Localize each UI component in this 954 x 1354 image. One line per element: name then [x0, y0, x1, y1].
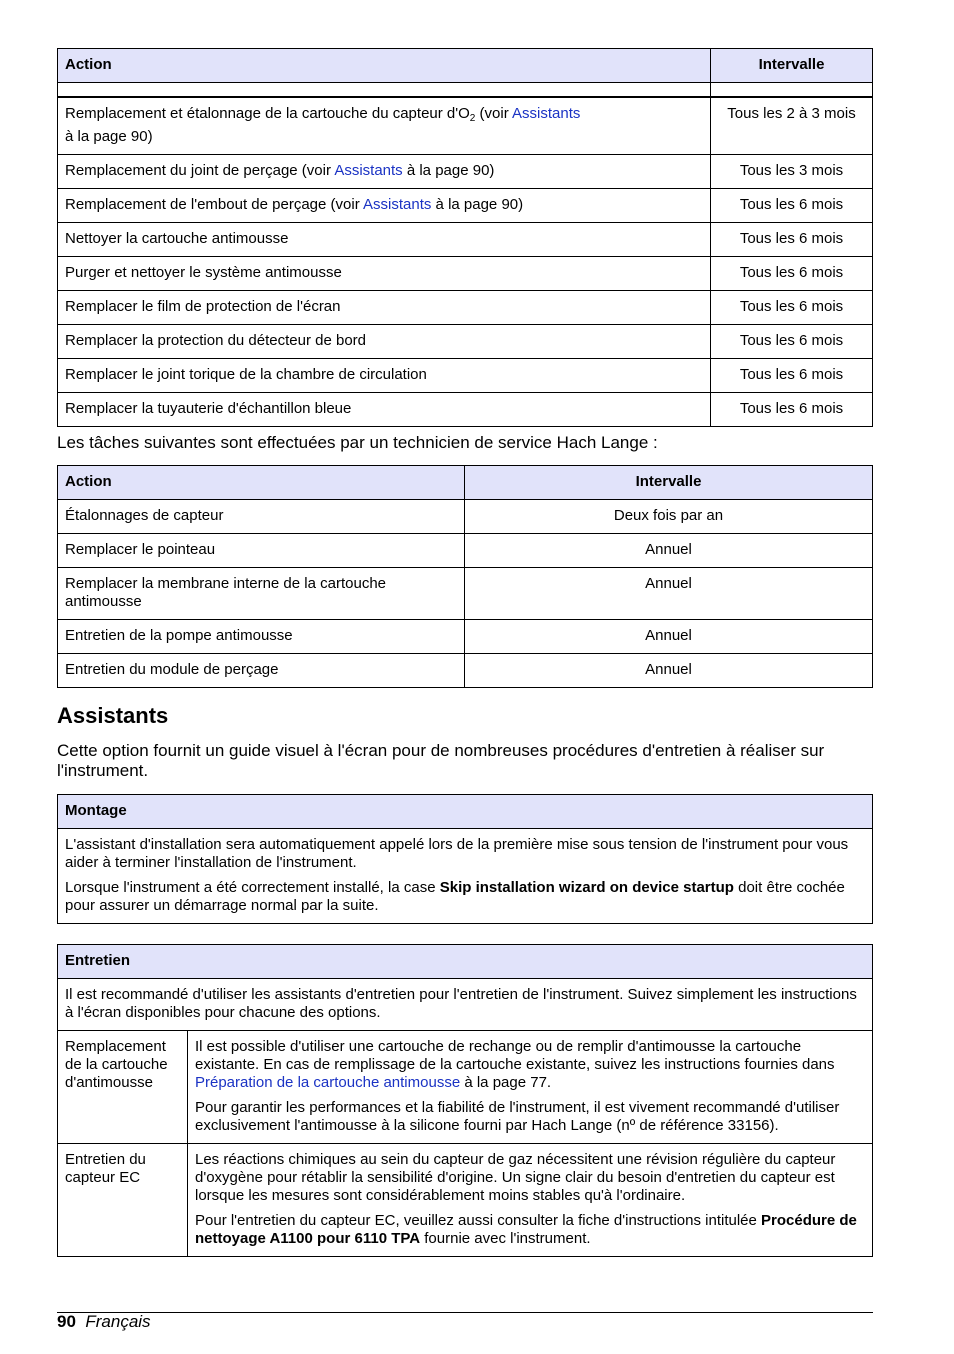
footer-rule — [57, 1312, 873, 1313]
table-row — [58, 324, 873, 358]
header-action: Action — [58, 466, 465, 500]
interval-cell: Tous les 6 mois — [711, 188, 873, 222]
page-footer — [57, 1312, 151, 1332]
action-text: à la page 90) — [402, 161, 495, 179]
table-row — [58, 1031, 873, 1144]
action-cell: Remplacer le film de protection de l'écran — [58, 290, 711, 324]
table-row — [58, 979, 873, 1031]
header-intervalle: Intervalle — [465, 466, 873, 500]
interval-cell: Annuel — [465, 654, 873, 688]
assistants-link[interactable]: Assistants — [363, 195, 432, 213]
service-intro-text: Les tâches suivantes sont effectuées par un technicien de service Hach Lange : — [57, 433, 658, 452]
page-number: 90 — [57, 1312, 76, 1331]
table-row — [58, 154, 873, 188]
table-row — [58, 568, 873, 620]
option-label-cell: Remplacement de la cartouche d'antimousse — [58, 1031, 188, 1144]
interval-cell: Tous les 6 mois — [711, 324, 873, 358]
action-cell: Remplacer le pointeau — [58, 534, 465, 568]
header-action: Action — [58, 49, 711, 83]
table-row — [58, 654, 873, 688]
section-description: Cette option fournit un guide visuel à l'écran pour de nombreuses procédures d'entretien à réaliser sur l'instrument. — [57, 741, 825, 780]
text: fournie avec l'instrument. — [420, 1230, 591, 1247]
montage-paragraph: L'assistant d'installation sera automatiquement appelé lors de la première mise sous tension de l'instrument pour vous aider à terminer l'installation de l'instrument. — [65, 836, 849, 871]
action-cell: Nettoyer la cartouche antimousse — [58, 222, 711, 256]
description-paragraph: Pour garantir les performances et la fiabilité de l'instrument, il est vivement recommandé d'utiliser exclusivement l'antimousse à la silicone fourni par Hach Lange (nº de référence 33156). — [195, 1099, 840, 1134]
maintenance-schedule-table — [57, 48, 873, 427]
service-schedule-table — [57, 465, 873, 688]
description-paragraph — [195, 1038, 865, 1092]
interval-cell: Tous les 6 mois — [711, 256, 873, 290]
footer-language: Français — [85, 1312, 151, 1331]
text: à la page 77. — [460, 1074, 552, 1091]
montage-cell — [58, 829, 873, 924]
action-text: Remplacement de l'embout de perçage (voir — [65, 195, 364, 213]
table-row — [58, 500, 873, 534]
interval-cell: Tous les 6 mois — [711, 358, 873, 392]
action-cell: Remplacer le joint torique de la chambre de circulation — [58, 358, 711, 392]
table-row — [58, 188, 873, 222]
table-row — [58, 222, 873, 256]
interval-cell: Tous les 3 mois — [711, 154, 873, 188]
table-header-row — [58, 466, 873, 500]
description-paragraph: Les réactions chimiques au sein du capteur de gaz nécessitent une révision régulière du capteur d'oxygène pour rétablir la sensibilité d'origine. Un signe clair du besoin d'entretien du capteur est lorsque les mesures sont considérablement moins stables qu'à l'ordinaire. — [195, 1151, 836, 1204]
action-cell: Entretien du module de perçage — [58, 654, 465, 688]
table-row — [58, 620, 873, 654]
action-cell: Purger et nettoyer le système antimousse — [58, 256, 711, 290]
interval-cell: Tous les 6 mois — [711, 222, 873, 256]
entretien-intro-cell: Il est recommandé d'utiliser les assistants d'entretien pour l'entretien de l'instrument. Suivez simplement les instructions à l'écran disponibles pour chacune des options. — [58, 979, 873, 1031]
table-row — [58, 290, 873, 324]
table-header-row — [58, 945, 873, 979]
document-title: Procédure de nettoyage A1100 pour 6110 TPA — [195, 1212, 857, 1247]
subscript-text: 2 — [469, 112, 476, 124]
spacer-cell — [58, 83, 711, 97]
description-paragraph — [195, 1212, 865, 1248]
action-cell: Étalonnages de capteur — [58, 500, 465, 534]
text: doit être cochée pour assurer un démarrage normal par la suite. — [65, 879, 845, 914]
table-row — [58, 1144, 873, 1257]
interval-cell: Deux fois par an — [465, 500, 873, 534]
action-cell — [58, 97, 711, 155]
assistants-link[interactable]: Assistants — [512, 104, 581, 122]
table-header-row — [58, 49, 873, 83]
action-cell: Remplacer la tuyauterie d'échantillon bleue — [58, 392, 711, 426]
table-row — [58, 256, 873, 290]
action-text: Remplacement du joint de perçage (voir — [65, 161, 335, 179]
table-row — [58, 358, 873, 392]
section-title: Assistants — [57, 703, 169, 728]
action-text: (voir — [475, 104, 513, 122]
action-text: Remplacement et étalonnage de la cartouche du capteur d'O — [65, 104, 470, 122]
header-entretien: Entretien — [58, 945, 873, 979]
interval-cell: Annuel — [465, 620, 873, 654]
table-spacer-row — [58, 83, 873, 97]
action-cell: Entretien de la pompe antimousse — [58, 620, 465, 654]
action-text: à la page 90) — [431, 195, 524, 213]
entretien-table — [57, 944, 873, 1257]
montage-paragraph — [65, 879, 865, 915]
option-description-cell — [188, 1144, 873, 1257]
action-text: à la page 90) — [65, 127, 153, 145]
table-header-row — [58, 795, 873, 829]
text: Il est possible d'utiliser une cartouche de rechange ou de remplir d'antimousse la cartouche existante. En cas de remplissage de la cartouche existante, suivez les instructions fournies dans — [195, 1038, 835, 1073]
option-name: Skip installation wizard on device startup — [439, 879, 734, 896]
header-montage: Montage — [58, 795, 873, 829]
table-row — [58, 534, 873, 568]
header-intervalle: Intervalle — [711, 49, 873, 83]
assistants-link[interactable]: Assistants — [334, 161, 403, 179]
table-row — [58, 392, 873, 426]
interval-cell: Tous les 6 mois — [711, 290, 873, 324]
table-row — [58, 97, 873, 155]
table-row — [58, 829, 873, 924]
action-cell — [58, 154, 711, 188]
action-cell: Remplacer la protection du détecteur de bord — [58, 324, 711, 358]
text: Lorsque l'instrument a été correctement installé, la case — [65, 879, 440, 896]
interval-cell: Tous les 2 à 3 mois — [711, 97, 873, 155]
option-description-cell — [188, 1031, 873, 1144]
option-label-cell: Entretien du capteur EC — [58, 1144, 188, 1257]
interval-cell: Annuel — [465, 568, 873, 620]
interval-cell: Tous les 6 mois — [711, 392, 873, 426]
interval-cell: Annuel — [465, 534, 873, 568]
text: Pour l'entretien du capteur EC, veuillez aussi consulter la fiche d'instructions intitulée — [195, 1212, 762, 1229]
spacer-cell — [711, 83, 873, 97]
preparation-cartouche-link[interactable]: Préparation de la cartouche antimousse — [195, 1074, 461, 1091]
action-cell: Remplacer la membrane interne de la cartouche antimousse — [58, 568, 465, 620]
action-cell — [58, 188, 711, 222]
montage-table — [57, 794, 873, 924]
